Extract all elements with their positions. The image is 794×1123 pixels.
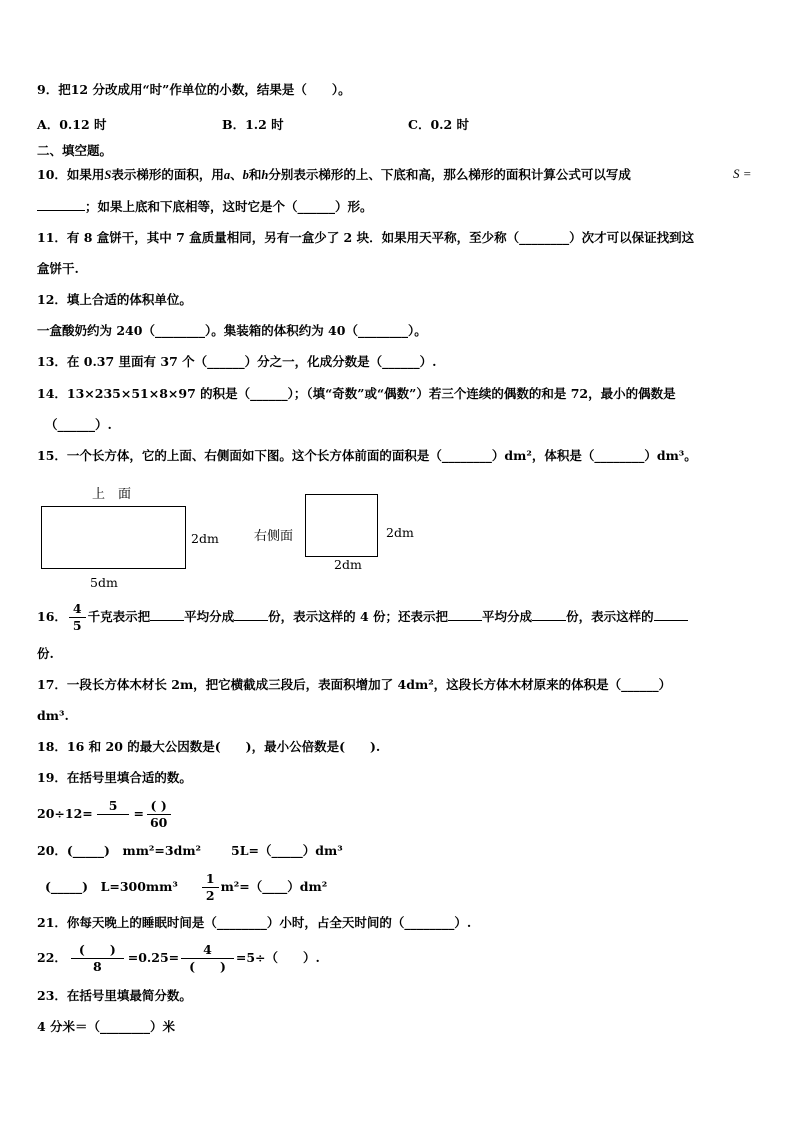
q15-top-face-rect [41,506,186,569]
q10-s-symbol: S = [733,166,752,181]
q15-side-height: 2dm [386,525,414,540]
q21-text: 21．你每天晚上的睡眠时间是（________）小时，占全天时间的（________）. [37,915,472,930]
q19-equation: 20÷12= 5 = $\frac{( )}{60}$ [37,796,173,832]
q10-line1: 10．如果用S表示梯形的面积，用a、b和h分别表示梯形的上、下底和高，那么梯形的面积计算公式可以写成 [37,167,631,182]
q19-line1: 19．在括号里填合适的数。 [37,770,192,785]
q9-option-b: B．1.2 时 [222,117,284,132]
q23-line1: 23．在括号里填最简分数。 [37,988,192,1003]
q15-top-height: 2dm [191,531,219,546]
q9-option-c: C．0.2 时 [408,117,470,132]
q16-line1: 16． $\frac{4}{5}$ 千克表示把 平均分成 份，表示这样的 4 份；还表示把 平均分成 份，表示这样的 [37,600,688,634]
q15-side-face-rect [305,494,378,557]
q14-line2: （______）. [45,417,112,432]
q10-line2: ；如果上底和下底相等，这时它是个（______）形。 [37,198,373,216]
q18-text: 18．16 和 20 的最大公因数是( )，最小公倍数是( ). [37,739,381,754]
q15-side-label: 右侧面 [254,529,294,544]
q22-line: 22． $\frac{( )}{8}$ =0.25= $\frac{4}{( )}$ =5÷（ ）. [37,941,320,974]
q16-fraction: $\frac{4}{5}$ [69,603,86,633]
section-heading: 二、填空题。 [37,143,113,158]
q17-line2: dm³. [37,708,69,723]
q9-option-a: A．0.12 时 [37,117,107,132]
q15-side-width: 2dm [334,557,362,572]
q11-line2: 盒饼干. [37,261,79,276]
q12-line2: 一盒酸奶约为 240（________）。集装箱的体积约为 40（________）。 [37,323,427,338]
q14-line1: 14．13×235×51×8×97 的积是（______）；（填“奇数”或“偶数”）若三个连续的偶数的和是 72，最小的偶数是 [37,386,676,401]
q20-line1: 20．(_____) mm²=3dm² 5L=（_____）dm³ [37,843,343,858]
q16-line2: 份. [37,646,54,661]
q15-top-label: 上 面 [92,487,132,502]
q17-line1: 17．一段长方体木材长 2m，把它横截成三段后，表面积增加了 4dm²，这段长方体木材原来的体积是（______） [37,677,672,692]
q13-text: 13．在 0.37 里面有 37 个（______）分之一，化成分数是（______）. [37,354,437,369]
q20-line2: (_____) L=300mm³ $\frac{1}{2}$ m²=（____）dm² [45,870,328,903]
q9-text: 9．把12 分改成用“时”作单位的小数，结果是（ ）。 [37,82,351,97]
q12-line1: 12．填上合适的体积单位。 [37,292,192,307]
q15-top-width: 5dm [90,575,118,590]
q15-line1: 15．一个长方体，它的上面、右侧面如下图。这个长方体前面的面积是（________）dm²，体积是（________）dm³。 [37,448,697,463]
q11-line1: 11．有 8 盒饼干，其中 7 盒质量相同，另有一盒少了 2 块．如果用天平称，至少称（________）次才可以保证找到这 [37,230,695,245]
q23-line2: 4 分米＝（________）米 [37,1019,176,1034]
